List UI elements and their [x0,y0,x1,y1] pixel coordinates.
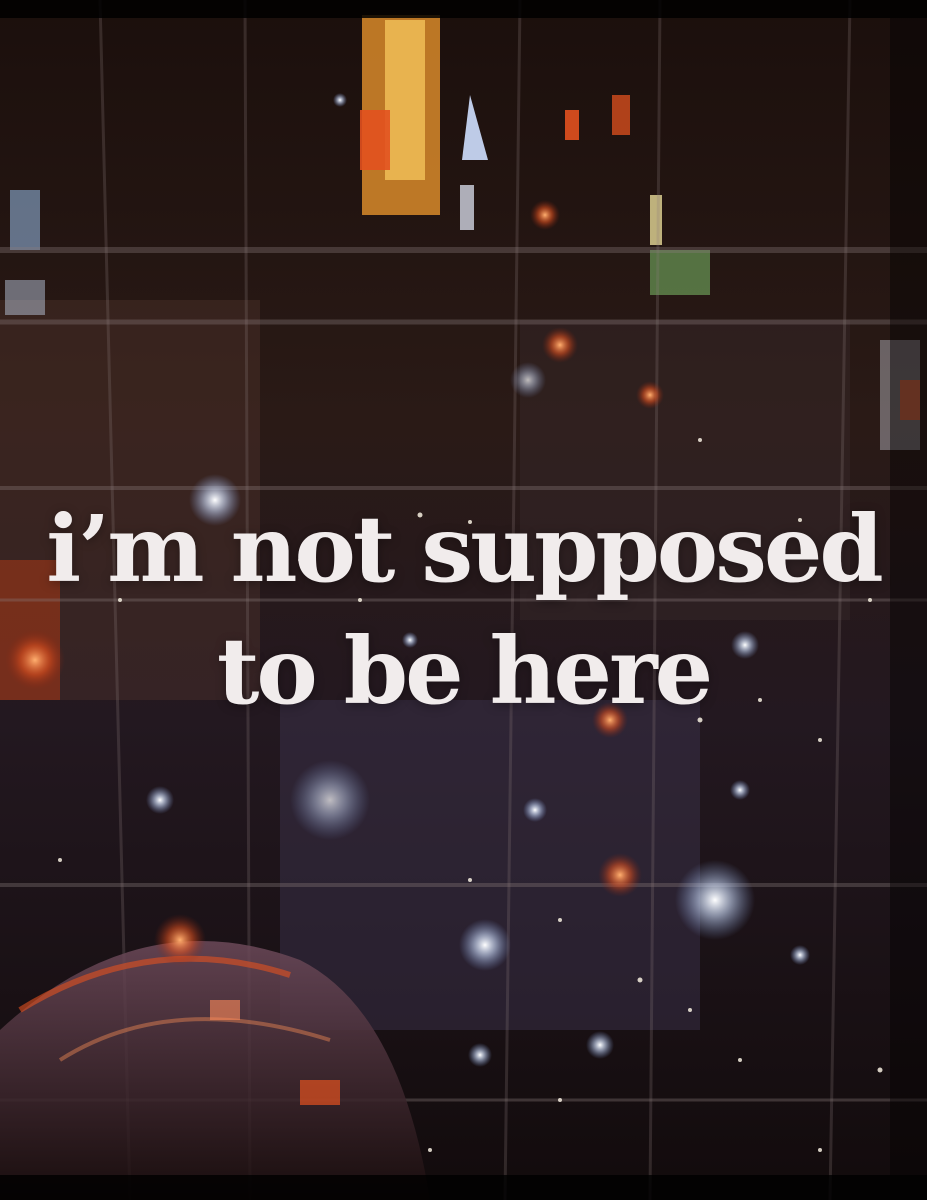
caption-line-1: i’m not supposed [46,495,881,603]
caption-overlay [0,488,927,732]
caption-line-2: to be here [216,617,711,725]
